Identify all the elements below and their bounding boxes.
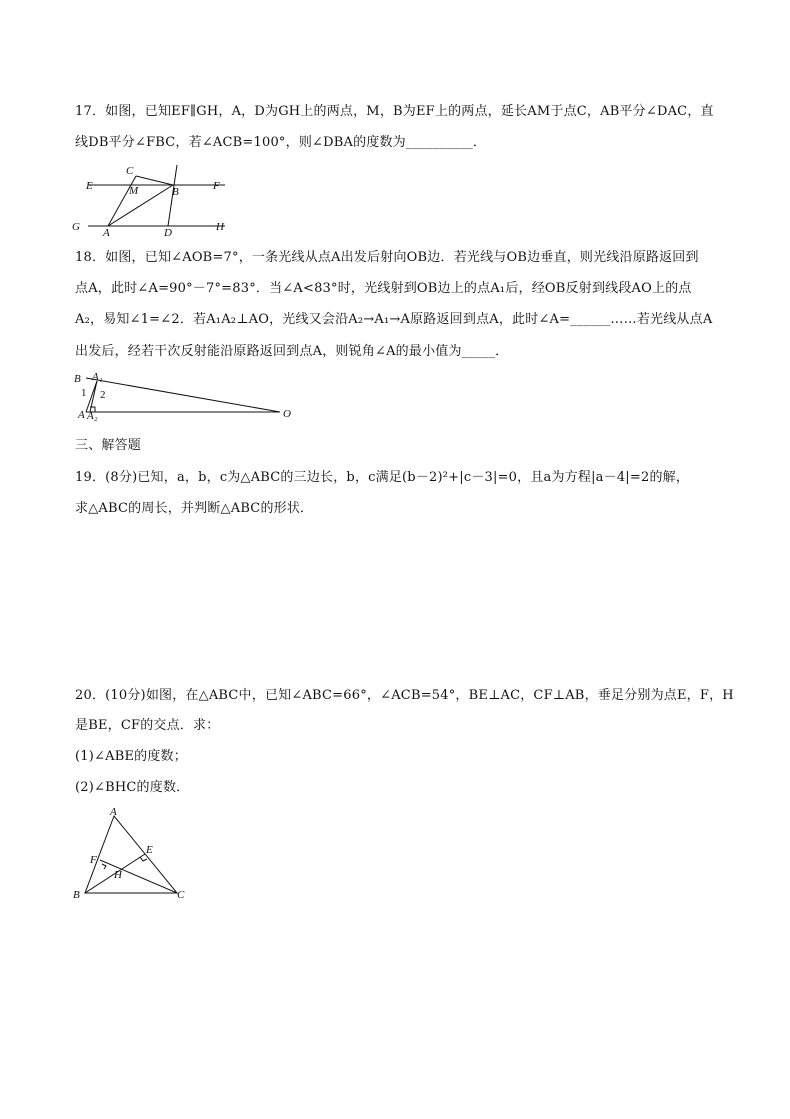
q17-label-m: M xyxy=(129,185,139,197)
q19-text-line2: 求△ABC的周长，并判断△ABC的形状． xyxy=(75,501,314,516)
q17-text-line2: 线DB平分∠FBC，若∠ACB=100°，则∠DBA的度数为__________． xyxy=(75,135,487,150)
q20-label-b: B xyxy=(73,889,80,901)
q18-label-o: O xyxy=(283,408,291,420)
q18-text-line4: 出发后，经若干次反射能沿原路返回到点A，则锐角∠A的最小值为_____． xyxy=(75,344,509,359)
q17-figure xyxy=(60,160,240,239)
q20-text-line1: 20．(10分)如图，在△ABC中，已知∠ABC=66°，∠ACB=54°，BE⊥AC，CF⊥AB，垂足分别为点E，F，H xyxy=(75,688,734,703)
q17-text-line1: 17．如图，已知EF∥GH，A，D为GH上的两点，M，B为EF上的两点，延长AM于点C，AB平分∠DAC，直 xyxy=(75,104,714,119)
q20-triangle-abc xyxy=(85,816,177,893)
q19-text-line1: 19．(8分)已知，a，b，c为△ABC的三边长，b，c满足(b－2)²+|c－3|=0，且a为方程|a－4|=2的解， xyxy=(75,470,690,485)
q17-label-c: C xyxy=(126,165,134,177)
q18-label-a: A xyxy=(78,409,85,421)
q18-label-a1: A₁ xyxy=(92,371,103,383)
q17-label-h: H xyxy=(216,221,224,233)
q18-label-angle1: 1 xyxy=(81,387,87,399)
q20-line-cf xyxy=(100,860,177,893)
q17-label-g: G xyxy=(72,221,80,233)
q18-figure xyxy=(70,370,300,425)
q17-label-e: E xyxy=(86,180,93,192)
q18-text-line3: A₂，易知∠1=∠2．若A₁A₂⊥AO，光线又会沿A₂→A₁→A原路返回到点A，此时∠A=______……若光线从点A xyxy=(75,312,713,327)
q20-right-angle-f xyxy=(102,864,106,869)
q20-subquestion-2: (2)∠BHC的度数． xyxy=(75,780,190,795)
q20-subquestion-1: (1)∠ABE的度数； xyxy=(75,749,187,764)
q20-label-f: F xyxy=(90,854,97,866)
q20-label-c: C xyxy=(177,889,185,901)
q18-text-line1: 18．如图，已知∠AOB=7°，一条光线从点A出发后射向OB边．若光线与OB边垂直，则光线沿原路返回到 xyxy=(75,250,699,265)
q18-ray-ob xyxy=(86,378,280,412)
q18-label-angle2: 2 xyxy=(100,389,106,401)
q18-text-line2: 点A，此时∠A=90°－7°=83°．当∠A<83°时，光线射到OB边上的点A₁后，经OB反射到线段AO上的点 xyxy=(75,281,692,296)
q20-text-line2: 是BE，CF的交点．求： xyxy=(75,718,220,733)
q20-label-e: E xyxy=(146,844,153,856)
q20-label-a: A xyxy=(110,806,117,818)
q17-label-a: A xyxy=(103,227,110,239)
q20-figure xyxy=(65,805,195,905)
q17-label-f: F xyxy=(213,180,220,192)
q20-right-angle-e xyxy=(140,857,147,861)
q17-line-cb xyxy=(136,176,173,185)
q17-line-ac xyxy=(108,176,136,226)
q17-label-d: D xyxy=(164,227,172,239)
section-3-heading: 三、解答题 xyxy=(75,438,142,453)
q17-line-ab xyxy=(108,185,173,226)
q18-label-b: B xyxy=(74,373,81,385)
q17-label-b: B xyxy=(172,186,179,198)
q18-label-a2: A₂ xyxy=(87,410,98,422)
q20-label-h: H xyxy=(114,869,122,881)
